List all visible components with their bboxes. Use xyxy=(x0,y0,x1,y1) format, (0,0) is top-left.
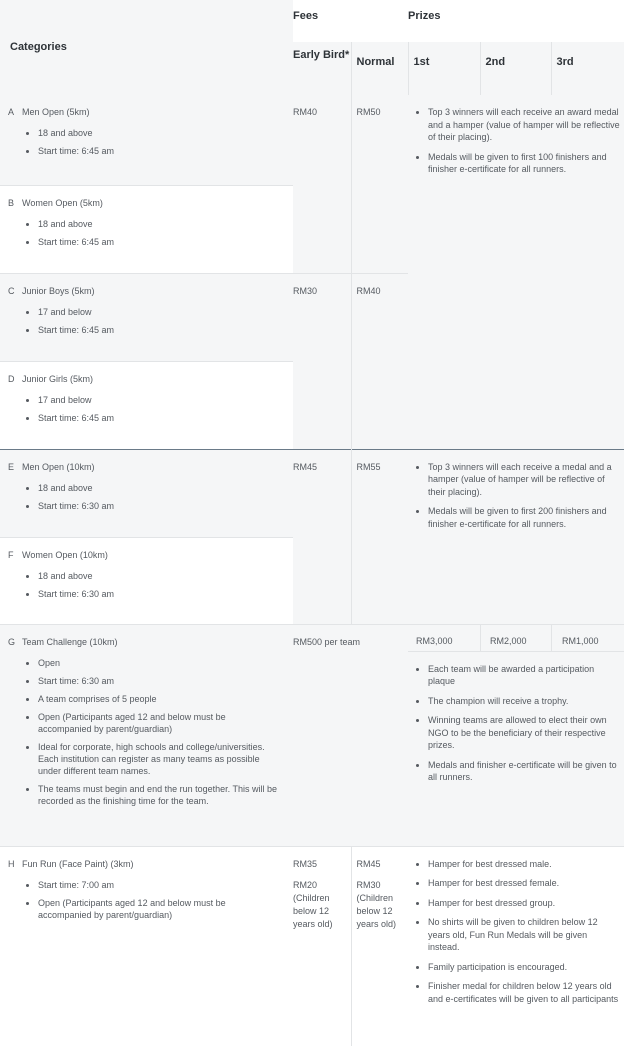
list-item: • Winning teams are allowed to elect their own NGO to be the beneficiary of their respective prizes. xyxy=(428,714,620,752)
category-title: Junior Girls (5km) xyxy=(22,373,94,384)
normal-fee xyxy=(351,273,408,449)
category-cell xyxy=(22,624,293,846)
list-item: • 18 and above xyxy=(38,482,293,494)
fee-value: RM40 xyxy=(293,107,318,117)
row-letter: C xyxy=(0,273,22,361)
normal-fee xyxy=(351,846,408,1046)
list-item: • Top 3 winners will each receive an award medal and a hamper (value of hamper will be reflective of their placing). xyxy=(428,106,624,144)
row-letter: A xyxy=(8,107,15,117)
prize-cell-fun-run xyxy=(408,846,624,1046)
list-item: • Each team will be awarded a participation plaque xyxy=(428,663,620,688)
fee-value: RM50 xyxy=(356,107,381,117)
prize-cell-10km xyxy=(408,449,624,624)
fee-value: RM30 xyxy=(293,285,318,296)
list-item: • Start time: 6:30 am xyxy=(38,588,293,600)
list-item: • Start time: 6:45 am xyxy=(38,145,293,157)
list-item: • 18 and above xyxy=(38,127,293,139)
list-item: • Ideal for corporate, high schools and college/universities. Each institution can register as many teams as possible under different team names. xyxy=(38,741,281,777)
prize-cell-team xyxy=(408,624,624,846)
category-title: Women Open (10km) xyxy=(22,549,108,560)
list-item: • Start time: 6:30 am xyxy=(38,675,281,687)
category-details xyxy=(22,657,281,807)
second-prize-amount: RM2,000 xyxy=(480,625,551,651)
normal-fee xyxy=(351,95,408,273)
prize-list xyxy=(408,663,624,784)
category-details xyxy=(22,482,293,512)
table-row xyxy=(0,846,624,1046)
category-title: Team Challenge (10km) xyxy=(22,636,118,647)
prize-cell-5km xyxy=(408,95,624,449)
category-details xyxy=(22,394,293,424)
fee-value: RM55 xyxy=(356,461,381,472)
list-item: • Finisher medal for children below 12 years old and e-certificates will be given to all participants xyxy=(428,980,620,1005)
team-prize-details xyxy=(408,651,624,784)
list-item: • Open (Participants aged 12 and below must be accompanied by parent/guardian) xyxy=(38,897,281,921)
category-title: Fun Run (Face Paint) (3km) xyxy=(22,858,134,869)
list-item: • 18 and above xyxy=(38,218,293,230)
fees-header: Fees xyxy=(293,10,319,22)
second-prize-header: 2nd xyxy=(480,42,551,95)
category-cell xyxy=(22,273,293,361)
category-title: Junior Boys (5km) xyxy=(22,285,95,296)
list-item: • Top 3 winners will each receive a medal and a hamper (value of hamper will be reflective of their placing). xyxy=(428,461,624,499)
row-letter: D xyxy=(0,361,22,449)
list-item: • Open (Participants aged 12 and below must be accompanied by parent/guardian) xyxy=(38,711,281,735)
list-item: • Hamper for best dressed group. xyxy=(428,897,620,910)
category-title: Women Open (5km) xyxy=(22,197,103,208)
fee-value: RM40 xyxy=(356,285,381,296)
category-cell xyxy=(22,449,293,537)
category-cell xyxy=(22,185,293,273)
prize-list xyxy=(408,461,624,531)
team-prize-amounts xyxy=(408,625,624,651)
row-letter: B xyxy=(0,185,22,273)
list-item: • The teams must begin and end the run together. This will be recorded as the finishing time for the team. xyxy=(38,783,281,807)
category-title: Men Open (10km) xyxy=(22,461,95,472)
category-details xyxy=(22,879,281,921)
list-item: • Hamper for best dressed female. xyxy=(428,877,620,890)
fee-value: RM30 (Children below 12 years old) xyxy=(356,879,397,929)
list-item: • Start time: 6:45 am xyxy=(38,412,293,424)
category-details xyxy=(22,306,293,336)
fee-value: RM35 xyxy=(293,858,318,869)
category-cell xyxy=(22,537,293,624)
prize-list xyxy=(408,858,624,1006)
row-letter: E xyxy=(0,449,22,537)
list-item: • Start time: 6:30 am xyxy=(38,500,293,512)
categories-header: Categories xyxy=(0,0,293,95)
third-prize-amount: RM1,000 xyxy=(551,625,624,651)
first-prize-header: 1st xyxy=(408,42,480,95)
normal-fee xyxy=(351,449,408,624)
third-prize-header: 3rd xyxy=(551,42,624,95)
first-prize-amount: RM3,000 xyxy=(416,635,453,646)
category-title: Men Open (5km) xyxy=(22,107,90,117)
table-row xyxy=(0,624,624,846)
fee-value: RM45 xyxy=(356,858,381,869)
list-item: • 17 and below xyxy=(38,306,293,318)
list-item: • Medals will be given to first 100 finishers and finisher e-certificate for all runners. xyxy=(428,151,624,176)
list-item: • Start time: 6:45 am xyxy=(38,236,293,248)
fee-value: RM45 xyxy=(293,461,318,472)
list-item: • No shirts will be given to children below 12 years old, Fun Run Medals will be given instead. xyxy=(428,916,620,954)
fee-value: RM500 per team xyxy=(293,636,361,647)
list-item: • Medals will be given to first 200 finishers and finisher e-certificate for all runners. xyxy=(428,505,624,530)
row-letter: G xyxy=(0,624,22,846)
header-row-1 xyxy=(0,0,624,42)
list-item: • 18 and above xyxy=(38,570,293,582)
list-item: • Start time: 7:00 am xyxy=(38,879,281,891)
list-item: • Open xyxy=(38,657,281,669)
category-cell xyxy=(22,846,293,1046)
early-bird-fee xyxy=(293,273,351,449)
early-bird-fee xyxy=(293,449,351,624)
category-details xyxy=(22,570,293,600)
list-item: • Family participation is encouraged. xyxy=(428,961,620,974)
fee-value: RM20 (Children below 12 years old) xyxy=(293,879,333,929)
team-fee xyxy=(293,624,408,846)
list-item: • Hamper for best dressed male. xyxy=(428,858,620,871)
row-letter: F xyxy=(0,537,22,624)
category-cell xyxy=(22,361,293,449)
normal-header: Normal xyxy=(351,42,408,95)
category-cell xyxy=(22,95,293,185)
early-bird-header: Early Bird* xyxy=(293,49,350,61)
prize-list xyxy=(408,106,624,176)
category-details xyxy=(22,218,293,248)
list-item: • The champion will receive a trophy. xyxy=(428,695,620,708)
list-item: • Medals and finisher e-certificate will be given to all runners. xyxy=(428,759,620,784)
category-details xyxy=(22,127,293,157)
prizes-header: Prizes xyxy=(408,10,441,22)
row-letter: H xyxy=(0,846,22,1046)
list-item: • Start time: 6:45 am xyxy=(38,324,293,336)
list-item: • A team comprises of 5 people xyxy=(38,693,281,705)
list-item: • 17 and below xyxy=(38,394,293,406)
early-bird-fee xyxy=(293,846,351,1046)
early-bird-fee xyxy=(293,95,351,273)
table-row xyxy=(0,449,624,537)
table-row xyxy=(0,95,624,185)
